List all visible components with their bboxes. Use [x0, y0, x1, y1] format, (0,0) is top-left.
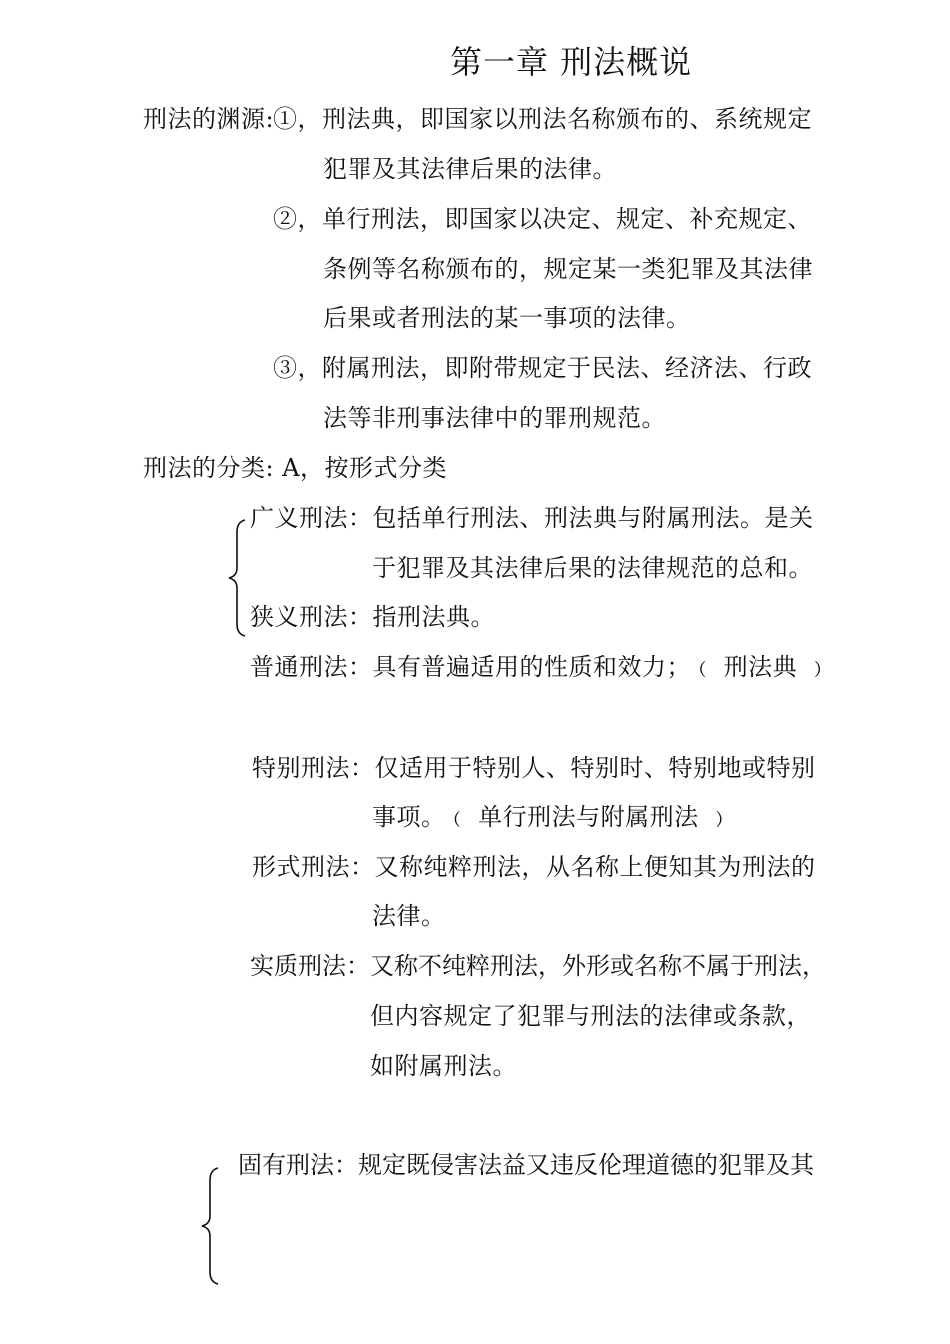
source-item-2-line-1: ②，单行刑法，即国家以决定、规定、补充规定、 — [273, 205, 812, 233]
narrow-criminal-law: 狭义刑法：指刑法典。 — [250, 603, 495, 631]
source-item-3-line-1: ③，附属刑法，即附带规定于民法、经济法、行政 — [273, 354, 812, 382]
formal-criminal-law-line-1: 形式刑法：又称纯粹刑法，从名称上便知其为刑法的 — [252, 853, 816, 881]
classification-heading: 刑法的分类: A，按形式分类 — [143, 454, 448, 482]
source-item-2-line-2: 条例等名称颁布的，规定某一类犯罪及其法律 — [323, 255, 813, 283]
inherent-criminal-law-line-1: 固有刑法：规定既侵害法益又违反伦理道德的犯罪及其 — [238, 1151, 814, 1179]
ordinary-criminal-law: 普通刑法：具有普遍适用的性质和效力；﹙ 刑法典 ﹚ — [250, 653, 830, 681]
left-brace-icon — [225, 518, 249, 638]
source-item-1-line-1: ①，刑法典，即国家以刑法名称颁布的、系统规定 — [273, 105, 812, 133]
formal-criminal-law-line-2: 法律。 — [372, 902, 446, 930]
source-item-2-line-3: 后果或者刑法的某一事项的法律。 — [323, 304, 691, 332]
substantive-criminal-law-line-1: 实质刑法：又称不纯粹刑法，外形或名称不属于刑法， — [250, 952, 826, 980]
broad-criminal-law-line-2: 于犯罪及其法律后果的法律规范的总和。 — [372, 554, 813, 582]
source-item-1-line-2: 犯罪及其法律后果的法律。 — [323, 155, 617, 183]
page-title: 第一章 刑法概说 — [450, 43, 693, 81]
special-criminal-law-line-1: 特别刑法：仅适用于特别人、特别时、特别地或特别 — [252, 754, 816, 782]
source-item-3-line-2: 法等非刑事法律中的罪刑规范。 — [323, 404, 666, 432]
substantive-criminal-law-line-3: 如附属刑法。 — [370, 1052, 517, 1080]
broad-criminal-law-line-1: 广义刑法：包括单行刑法、刑法典与附属刑法。是关 — [250, 504, 814, 532]
sources-label: 刑法的渊源: — [143, 105, 275, 133]
special-criminal-law-line-2: 事项。﹙ 单行刑法与附属刑法 ﹚ — [372, 803, 732, 831]
left-brace-icon — [198, 1166, 222, 1286]
substantive-criminal-law-line-2: 但内容规定了犯罪与刑法的法律或条款， — [370, 1002, 811, 1030]
